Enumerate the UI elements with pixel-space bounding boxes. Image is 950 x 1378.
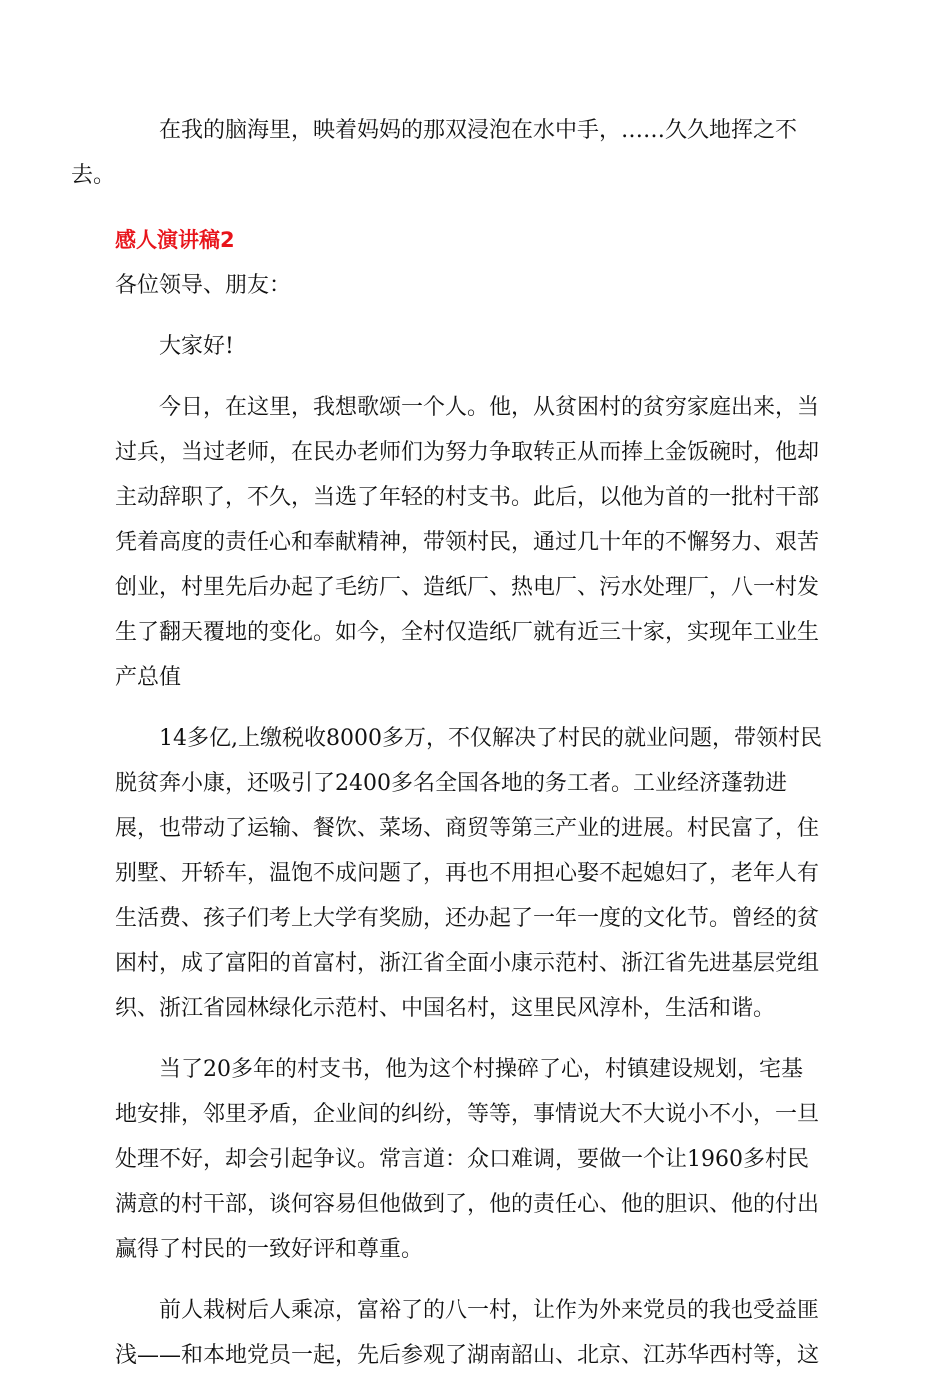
paragraph-3 <box>115 1047 835 1272</box>
text-line: 处理不好，却会引起争议。常言道：众口难调，要做一个让1960多村民 <box>115 1147 809 1172</box>
text-line: 赢得了村民的一致好评和尊重。 <box>115 1237 424 1262</box>
document-body <box>71 108 835 1378</box>
text-line: 前人栽树后人乘凉，富裕了的八一村，让作为外来党员的我也受益匪 <box>159 1298 820 1323</box>
text-line: 14多亿,上缴税收8000多万，不仅解决了村民的就业问题，带领村民 <box>159 726 822 751</box>
text-line: 去。 <box>71 163 116 188</box>
text-line: 困村，成了富阳的首富村，浙江省全面小康示范村、浙江省先进基层党组 <box>115 951 820 976</box>
greeting: 大家好! <box>159 334 234 359</box>
text-line: 别墅、开轿车，温饱不成问题了，再也不用担心娶不起媳妇了，老年人有 <box>115 861 820 886</box>
text-line: 凭着高度的责任心和奉献精神，带领村民，通过几十年的不懈努力、艰苦 <box>115 530 820 555</box>
text-line: 脱贫奔小康，还吸引了2400多名全国各地的务工者。工业经济蓬勃进 <box>115 771 787 796</box>
text-line: 主动辞职了，不久，当选了年轻的村支书。此后，以他为首的一批村干部 <box>115 485 820 510</box>
paragraph-2 <box>115 716 835 1031</box>
paragraph-4 <box>115 1288 835 1378</box>
paragraph-1 <box>115 385 835 700</box>
text-line: 地安排，邻里矛盾，企业间的纠纷，等等，事情说大不大说小不小，一旦 <box>115 1102 820 1127</box>
text-line: 当了20多年的村支书，他为这个村操碎了心，村镇建设规划，宅基 <box>159 1057 803 1082</box>
text-line: 创业，村里先后办起了毛纺厂、造纸厂、热电厂、污水处理厂，八一村发 <box>115 575 820 600</box>
text-line: 在我的脑海里，映着妈妈的那双浸泡在水中手，……久久地挥之不 <box>159 118 798 143</box>
text-line: 过兵，当过老师，在民办老师们为努力争取转正从而捧上金饭碗时，他却 <box>115 440 820 465</box>
section-heading: 感人演讲稿2 <box>115 228 235 252</box>
salutation: 各位领导、朋友： <box>115 273 292 298</box>
text-line: 浅——和本地党员一起，先后参观了湖南韶山、北京、江苏华西村等，这 <box>115 1343 820 1368</box>
text-line: 展，也带动了运输、餐饮、菜场、商贸等第三产业的进展。村民富了，住 <box>115 816 820 841</box>
text-line: 产总值 <box>115 665 182 690</box>
text-line: 织、浙江省园林绿化示范村、中国名村，这里民风淳朴，生活和谐。 <box>115 996 776 1021</box>
paragraph-intro <box>71 108 835 198</box>
text-line: 生了翻天覆地的变化。如今，全村仅造纸厂就有近三十家，实现年工业生 <box>115 620 820 645</box>
text-line: 今日，在这里，我想歌颂一个人。他，从贫困村的贫穷家庭出来，当 <box>159 395 820 420</box>
text-line: 生活费、孩子们考上大学有奖励，还办起了一年一度的文化节。曾经的贫 <box>115 906 820 931</box>
text-line: 满意的村干部，谈何容易但他做到了，他的责任心、他的胆识、他的付出 <box>115 1192 820 1217</box>
